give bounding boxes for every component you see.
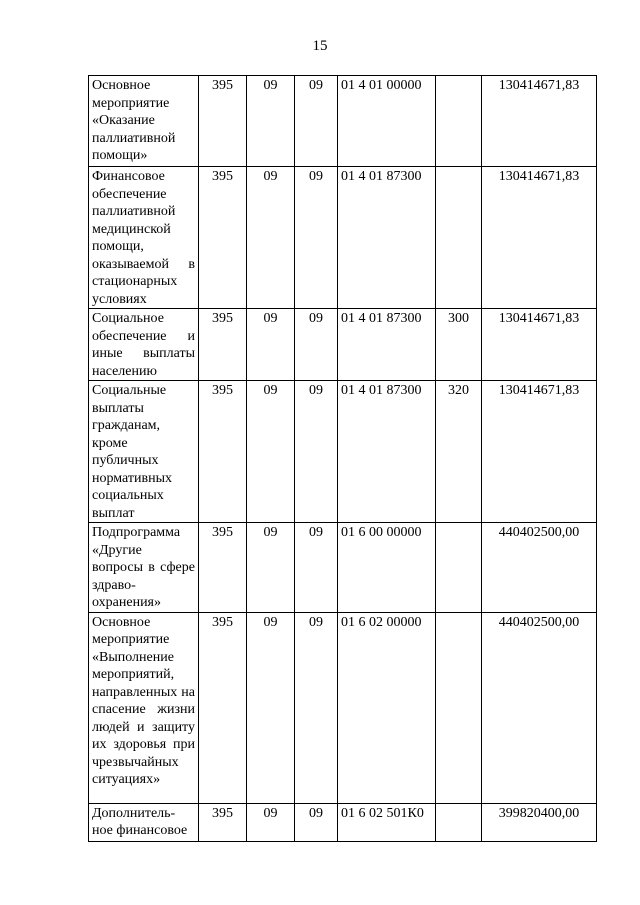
target-article-code: 01 4 01 87300 — [338, 167, 436, 309]
subsection-code: 09 — [295, 612, 338, 803]
row-name: Социальные выплаты гражданам, кроме публичных нормативных социальных выплат — [89, 381, 199, 523]
amount: 440402500,00 — [482, 612, 597, 803]
table-row — [89, 167, 597, 309]
table-row — [89, 76, 597, 167]
table-row — [89, 612, 597, 803]
subsection-code: 09 — [295, 523, 338, 613]
page-number: 15 — [312, 38, 328, 54]
target-article-code: 01 4 01 87300 — [338, 381, 436, 523]
table-row — [89, 309, 597, 381]
subsection-code: 09 — [295, 309, 338, 381]
ministry-code: 395 — [199, 76, 247, 167]
section-code: 09 — [247, 309, 295, 381]
target-article-code: 01 4 01 00000 — [338, 76, 436, 167]
row-name: Социальное обеспечение и иные выплаты населению — [89, 309, 199, 381]
ministry-code: 395 — [199, 381, 247, 523]
ministry-code: 395 — [199, 612, 247, 803]
expense-type-code — [436, 523, 482, 613]
ministry-code: 395 — [199, 523, 247, 613]
row-name: Дополнитель-ное финансовое — [89, 803, 199, 841]
expense-type-code: 320 — [436, 381, 482, 523]
section-code: 09 — [247, 523, 295, 613]
target-article-code: 01 6 00 00000 — [338, 523, 436, 613]
ministry-code: 395 — [199, 309, 247, 381]
section-code: 09 — [247, 76, 295, 167]
ministry-code: 395 — [199, 167, 247, 309]
amount: 440402500,00 — [482, 523, 597, 613]
expense-type-code — [436, 803, 482, 841]
subsection-code: 09 — [295, 76, 338, 167]
row-name: Финансовое обеспечение паллиативной медицинской помощи, оказываемой в стационарных условиях — [89, 167, 199, 309]
ministry-code: 395 — [199, 803, 247, 841]
expense-type-code: 300 — [436, 309, 482, 381]
row-name: Основное мероприятие «Оказание паллиативной помощи» — [89, 76, 199, 167]
section-code: 09 — [247, 381, 295, 523]
target-article-code: 01 4 01 87300 — [338, 309, 436, 381]
target-article-code: 01 6 02 00000 — [338, 612, 436, 803]
subsection-code: 09 — [295, 381, 338, 523]
expense-type-code — [436, 612, 482, 803]
amount: 130414671,83 — [482, 309, 597, 381]
section-code: 09 — [247, 803, 295, 841]
amount: 130414671,83 — [482, 381, 597, 523]
row-name: Подпрограмма «Другие вопросы в сфере здраво-охранения» — [89, 523, 199, 613]
expense-type-code — [436, 167, 482, 309]
section-code: 09 — [247, 612, 295, 803]
section-code: 09 — [247, 167, 295, 309]
budget-table — [88, 75, 597, 842]
amount: 399820400,00 — [482, 803, 597, 841]
expense-type-code — [436, 76, 482, 167]
target-article-code: 01 6 02 501К0 — [338, 803, 436, 841]
amount: 130414671,83 — [482, 76, 597, 167]
subsection-code: 09 — [295, 803, 338, 841]
amount: 130414671,83 — [482, 167, 597, 309]
subsection-code: 09 — [295, 167, 338, 309]
table-row — [89, 803, 597, 841]
table-row — [89, 381, 597, 523]
table-row — [89, 523, 597, 613]
row-name: Основное мероприятие «Выполнение мероприятий, направленных на спасение жизни людей и защиту их здоровья при чрезвычайных ситуациях» — [89, 612, 199, 803]
